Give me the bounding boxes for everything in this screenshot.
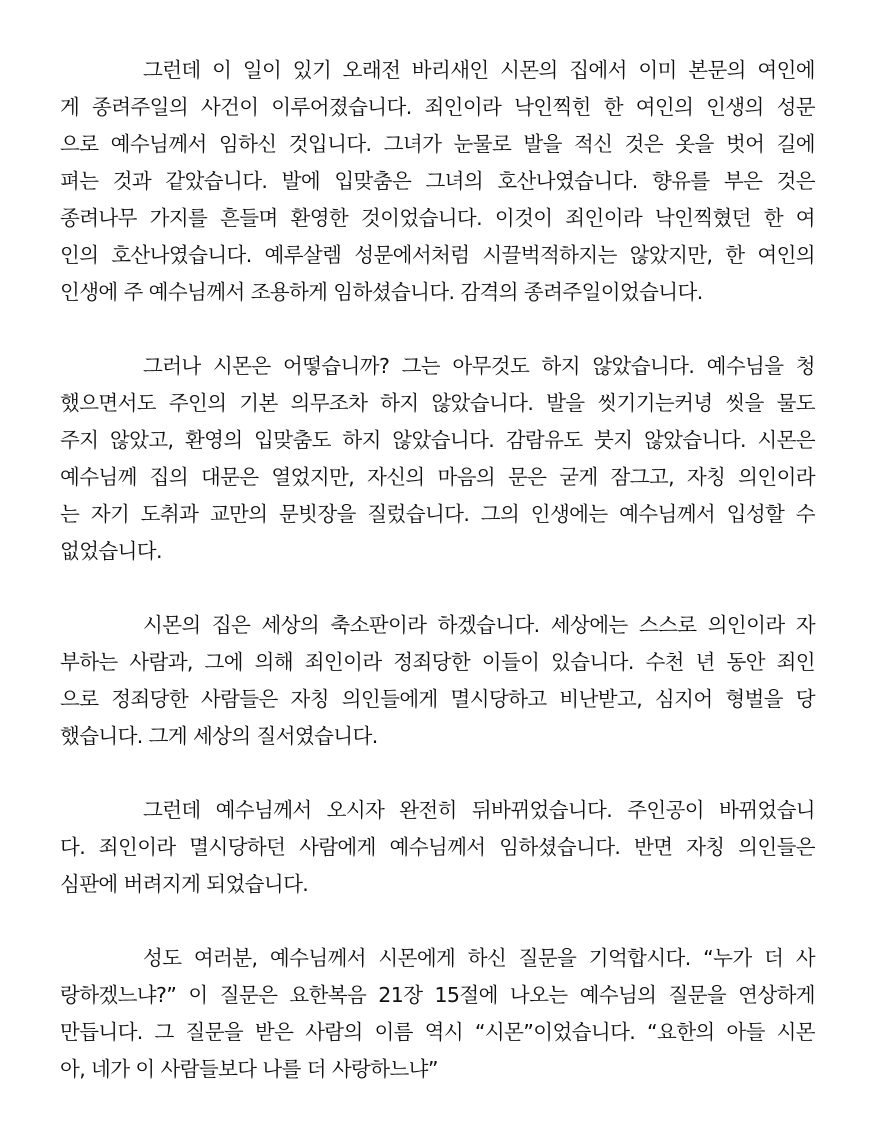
text-line: 만듭니다. 그 질문을 받은 사람의 이름 역시 “시몬”이었습니다. “요한의 아들 시몬 — [60, 1020, 815, 1044]
text-line: 했으면서도 주인의 기본 의무조차 하지 않았습니다. 발을 씻기기는커녕 씻을 물도 — [60, 391, 815, 415]
text-line: 종려나무 가지를 흔들며 환영한 것이었습니다. 이것이 죄인이라 낙인찍혔던 한 여 — [60, 206, 815, 230]
text-line: 랑하겠느냐?” 이 질문은 요한복음 21장 15절에 나오는 예수님의 질문을 연상하게 — [60, 983, 815, 1007]
paragraph-2 — [60, 348, 815, 570]
paragraph-3 — [60, 607, 815, 755]
paragraph-5 — [60, 940, 815, 1088]
paragraph-4 — [60, 792, 815, 903]
text-line: 시몬의 집은 세상의 축소판이라 하겠습니다. 세상에는 스스로 의인이라 자 — [143, 613, 815, 637]
text-line: 으로 예수님께서 임하신 것입니다. 그녀가 눈물로 발을 적신 것은 옷을 벗어 길에 — [60, 132, 815, 156]
text-line: 심판에 버려지게 되었습니다. — [60, 872, 309, 896]
text-line: 성도 여러분, 예수님께서 시몬에게 하신 질문을 기억합시다. “누가 더 사 — [143, 946, 815, 970]
text-line: 아, 네가 이 사람들보다 나를 더 사랑하느냐” — [60, 1057, 438, 1081]
text-line: 그런데 이 일이 있기 오래전 바리새인 시몬의 집에서 이미 본문의 여인에 — [143, 58, 815, 82]
text-line: 주지 않았고, 환영의 입맞춤도 하지 않았습니다. 감람유도 붓지 않았습니다. 시몬은 — [60, 428, 815, 452]
text-line: 게 종려주일의 사건이 이루어졌습니다. 죄인이라 낙인찍힌 한 여인의 인생의 성문 — [60, 95, 815, 119]
text-line: 그런데 예수님께서 오시자 완전히 뒤바뀌었습니다. 주인공이 바뀌었습니 — [143, 798, 815, 822]
text-line: 했습니다. 그게 세상의 질서였습니다. — [60, 724, 378, 748]
text-line: 는 자기 도취과 교만의 문빗장을 질렀습니다. 그의 인생에는 예수님께서 입성할 수 — [60, 502, 815, 526]
text-line: 펴는 것과 같았습니다. 발에 입맞춤은 그녀의 호산나였습니다. 향유를 부은 것은 — [60, 169, 815, 193]
text-line: 인의 호산나였습니다. 예루살렘 성문에서처럼 시끌벅적하지는 않았지만, 한 여인의 — [60, 243, 815, 267]
text-line: 부하는 사람과, 그에 의해 죄인이라 정죄당한 이들이 있습니다. 수천 년 동안 죄인 — [60, 650, 815, 674]
text-line: 으로 정죄당한 사람들은 자칭 의인들에게 멸시당하고 비난받고, 심지어 형벌을 당 — [60, 687, 815, 711]
text-line: 예수님께 집의 대문은 열었지만, 자신의 마음의 문은 굳게 잠그고, 자칭 의인이라 — [60, 465, 815, 489]
paragraph-1 — [60, 52, 815, 311]
text-line: 다. 죄인이라 멸시당하던 사람에게 예수님께서 임하셨습니다. 반면 자칭 의인들은 — [60, 835, 815, 859]
text-line: 인생에 주 예수님께서 조용하게 임하셨습니다. 감격의 종려주일이었습니다. — [60, 280, 703, 304]
text-line: 그러나 시몬은 어떻습니까? 그는 아무것도 하지 않았습니다. 예수님을 청 — [143, 354, 815, 378]
text-line: 없었습니다. — [60, 539, 162, 563]
